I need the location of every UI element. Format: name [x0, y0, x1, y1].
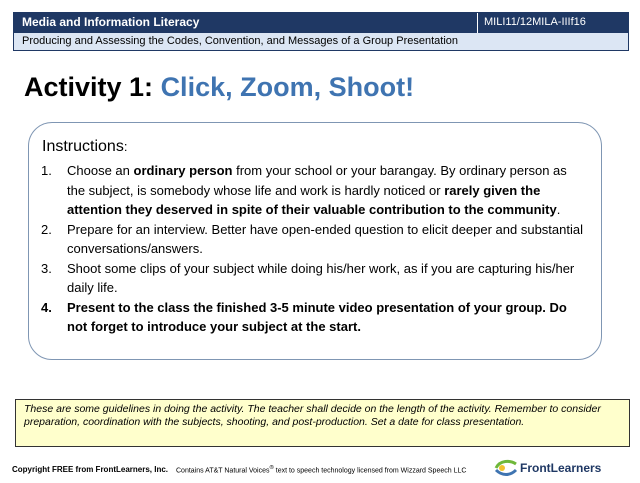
instruction-text: Shoot some clips of your subject while doing his/her work, as if you are capturing his/her daily life.	[67, 260, 575, 295]
voices-text-a: Contains AT&T Natural Voices	[176, 467, 270, 475]
registered-mark: ®	[269, 465, 274, 471]
instruction-item-3	[41, 259, 586, 298]
header-divider	[477, 13, 478, 33]
voices-notice	[176, 465, 466, 474]
course-title: Media and Information Literacy	[22, 15, 200, 29]
logo-swoosh-icon	[494, 458, 518, 478]
page-title	[24, 74, 414, 101]
footer	[0, 456, 640, 480]
slide-header	[13, 12, 629, 51]
copyright-text: Copyright FREE from FrontLearners, Inc.	[12, 465, 169, 474]
instructions-box	[28, 122, 602, 360]
logo-text: FrontLearners	[520, 461, 602, 475]
instruction-text: .	[556, 202, 561, 217]
instruction-emphasis: ordinary person	[133, 163, 233, 178]
subtitle-bar	[14, 33, 628, 50]
instruction-text: Prepare for an interview. Better have open-ended question to elicit deeper and substantial conversations/answers.	[67, 221, 584, 256]
instruction-number: 2.	[41, 221, 52, 237]
instruction-item-1	[41, 161, 586, 220]
activity-name: Click, Zoom, Shoot!	[160, 72, 415, 102]
instructions-list	[41, 161, 586, 337]
lesson-subtitle: Producing and Assessing the Codes, Convention, and Messages of a Group Presentation	[22, 35, 458, 47]
instruction-item-2	[41, 220, 586, 259]
instruction-number: 1.	[41, 163, 52, 178]
instruction-text: Present to the class the finished 3-5 minute video presentation of your group. Do not forget to introduce your subject at the start.	[67, 299, 567, 334]
header-bar	[14, 13, 628, 33]
voices-text-b: text to speech technology licensed from Wizzard Speech LLC	[273, 467, 467, 475]
instruction-emphasis: rarely given the attention they deserved in spite of their valuable contribution to the community	[67, 182, 557, 217]
instruction-number: 4.	[41, 299, 52, 315]
instructions-heading	[42, 138, 127, 156]
instruction-number: 3.	[41, 260, 52, 276]
instruction-item-4	[41, 298, 586, 337]
activity-number: Activity 1:	[24, 72, 154, 102]
instruction-text: Choose an	[67, 163, 134, 178]
guidelines-note: These are some guidelines in doing the activity. The teacher shall decide on the length of the activity. Remember to consider preparation, coordination with the subjects, shooting, and post-production. Set a date for class presentation.	[15, 399, 630, 447]
instruction-text: from your school or your barangay. By ordinary person as the subject, is somebody whose life and work is hardly noticed or	[67, 163, 567, 198]
competency-code: MILI11/12MILA-IIIf16	[484, 16, 586, 28]
instructions-heading-text: Instructions	[42, 138, 124, 155]
instructions-heading-colon: :	[123, 139, 128, 154]
frontlearners-logo	[494, 458, 634, 478]
